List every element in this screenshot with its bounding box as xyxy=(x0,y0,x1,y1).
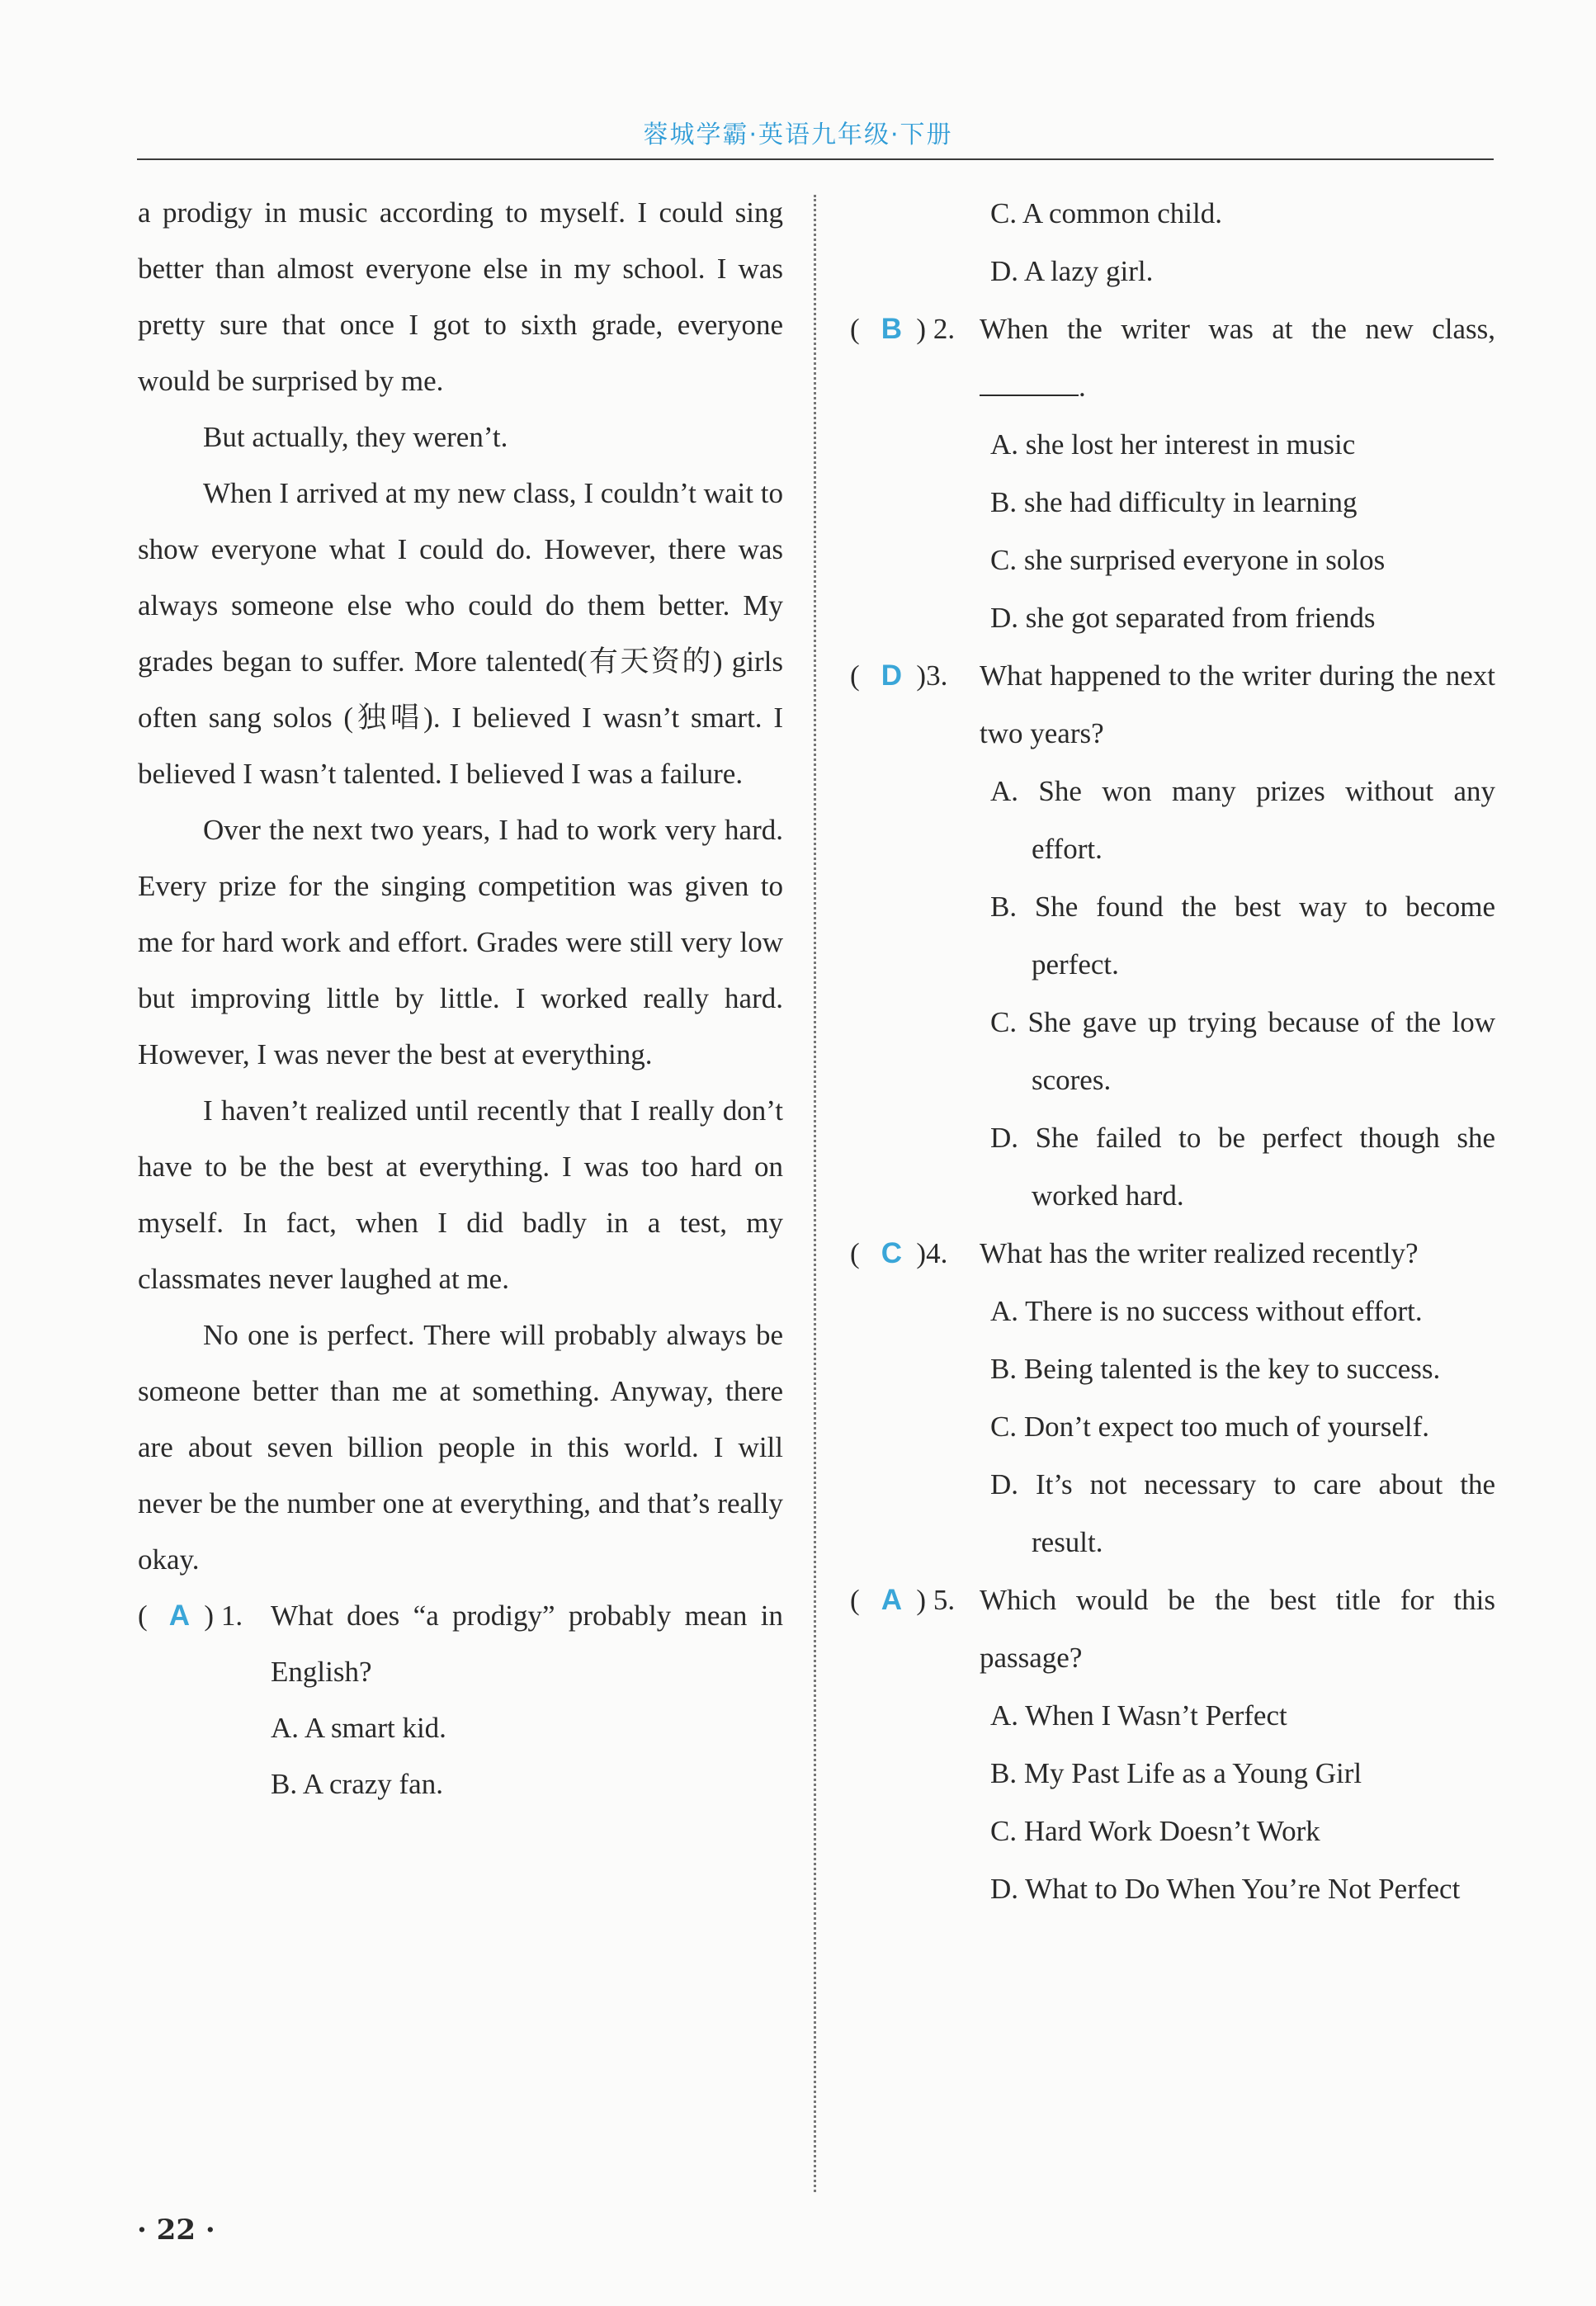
passage-paragraph: I haven’t realized until recently that I really don’t have to be the best at everything. I was too hard on myself. In fact, when I did badly in a test, my classmates never laughed at me. xyxy=(138,1094,783,1295)
option-d: D. It’s not necessary to care about the result. xyxy=(990,1468,1495,1558)
option-a: A. When I Wasn’t Perfect xyxy=(990,1699,1287,1732)
option-c: C. Hard Work Doesn’t Work xyxy=(990,1815,1320,1847)
option-b: B. Being talented is the key to success. xyxy=(990,1353,1441,1385)
option-b: B. A crazy fan. xyxy=(271,1768,443,1800)
left-column xyxy=(138,185,783,1812)
question-number: 3. xyxy=(926,659,948,692)
option-a: A. There is no success without effort. xyxy=(990,1295,1423,1327)
option-a: A. A smart kid. xyxy=(271,1712,446,1744)
passage-paragraph: Over the next two years, I had to work very hard. Every prize for the singing competition was given to me for hard work and effort. Grades were still very low but improving little by little. I worked really hard. However, I was never the best at everything. xyxy=(138,814,783,1070)
option-b: B. My Past Life as a Young Girl xyxy=(990,1757,1362,1789)
answer-blank xyxy=(980,370,1079,396)
question-stem: Which would be the best title for this passage? xyxy=(980,1584,1495,1674)
question-number: 1. xyxy=(220,1600,243,1632)
question-3: ( D )3. What happened to the writer during the next two years? xyxy=(850,647,1495,763)
option-d: D. What to Do When You’re Not Perfect xyxy=(990,1873,1461,1905)
question-stem: What does “a prodigy” probably mean in English? xyxy=(271,1600,783,1688)
right-column xyxy=(850,185,1495,1918)
option-d: D. A lazy girl. xyxy=(990,255,1154,287)
passage-paragraph: When I arrived at my new class, I couldn’t wait to show everyone what I could do. However, there was always someone else who could do them better. My grades began to suffer. More talented(有天资的) girls often sang solos (独唱). I believed I wasn’t smart. I believed I wasn’t talented. I believed I was a failure. xyxy=(138,477,783,790)
option-d: D. She failed to be perfect though she worked hard. xyxy=(990,1122,1495,1212)
option-c: C. A common child. xyxy=(990,197,1222,229)
page-number: · 22 · xyxy=(137,2214,215,2247)
question-number: 5. xyxy=(933,1584,956,1616)
question-number: 2. xyxy=(933,313,956,345)
page-header-title: 蓉城学霸·英语九年级·下册 xyxy=(643,120,953,149)
question-4: ( C )4. What has the writer realized recently? xyxy=(850,1225,1495,1283)
answer-mark: A xyxy=(881,1584,903,1616)
option-d: D. she got separated from friends xyxy=(990,602,1376,634)
question-stem: What has the writer realized recently? xyxy=(980,1237,1419,1269)
column-divider xyxy=(814,195,816,2192)
option-b: B. She found the best way to become perfect. xyxy=(990,891,1495,981)
option-c: C. she surprised everyone in solos xyxy=(990,544,1386,576)
answer-mark: B xyxy=(881,313,903,345)
option-a: A. she lost her interest in music xyxy=(990,428,1356,461)
answer-mark: D xyxy=(881,659,903,692)
question-number: 4. xyxy=(926,1237,948,1269)
option-a: A. She won many prizes without any effort. xyxy=(990,775,1495,865)
answer-mark: C xyxy=(881,1237,903,1269)
passage-paragraph: a prodigy in music according to myself. I could sing better than almost everyone else in my school. I was pretty sure that once I got to sixth grade, everyone would be surprised by me. xyxy=(138,196,783,397)
question-stem: When the writer was at the new class, xyxy=(980,313,1495,345)
option-c: C. Don’t expect too much of yourself. xyxy=(990,1411,1430,1443)
passage-paragraph: But actually, they weren’t. xyxy=(203,421,508,453)
header-rule xyxy=(137,158,1494,160)
question-1: ( A ) 1. What does “a prodigy” probably mean in English? xyxy=(138,1588,783,1700)
question-2: ( B ) 2. When the writer was at the new class,. xyxy=(850,300,1495,416)
question-5: ( A ) 5. Which would be the best title for this passage? xyxy=(850,1571,1495,1687)
question-stem: What happened to the writer during the next two years? xyxy=(980,659,1495,749)
option-b: B. she had difficulty in learning xyxy=(990,486,1358,518)
option-c: C. She gave up trying because of the low scores. xyxy=(990,1006,1495,1096)
passage-paragraph: No one is perfect. There will probably always be someone better than me at something. Anyway, there are about seven billion people in this world. I will never be the number one at everything, and that’s really okay. xyxy=(138,1319,783,1576)
answer-mark: A xyxy=(168,1600,191,1632)
